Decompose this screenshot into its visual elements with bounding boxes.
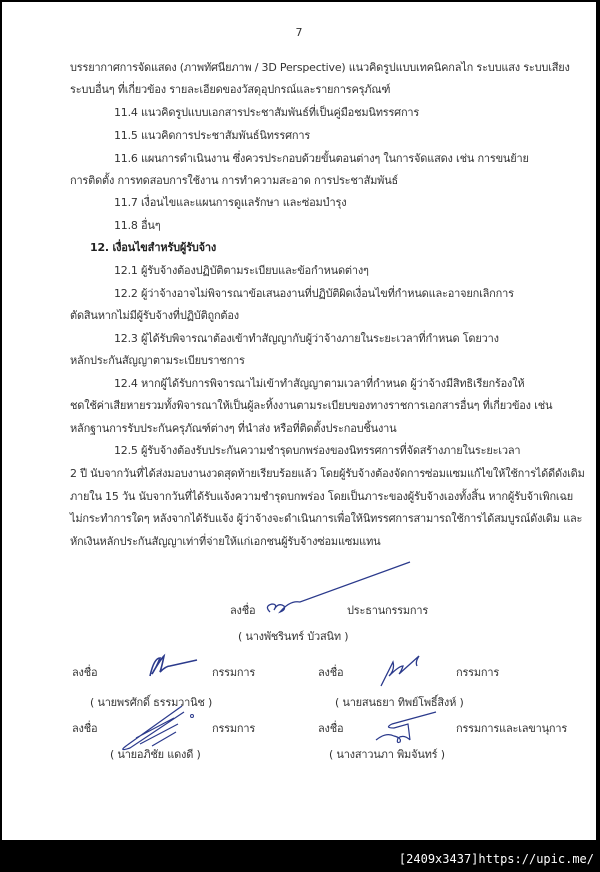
chair-role: ประธานกรรมการ — [347, 604, 429, 617]
body-line: หักเงินหลักประกันสัญญาเท่าที่จ่ายให้แก่เอกชนผู้รับจ้างซ่อมแซมแทน — [70, 535, 381, 548]
member2-signature-icon — [377, 652, 427, 688]
watermark: [2409x3437]https://upic.me/ — [398, 852, 594, 866]
body-line: 11.7 เงื่อนไขและแผนการดูแลรักษา และซ่อมบำรุง — [114, 196, 347, 209]
body-line: หลักฐานการรับประกันครุภัณฑ์ต่างๆ ที่นำส่ง หรือที่ติดตั้งประกอบชิ้นงาน — [70, 422, 397, 435]
secretary-sign-label: ลงชื่อ — [318, 722, 344, 735]
body-line: 12.2 ผู้ว่าจ้างอาจไม่พิจารณาข้อเสนองานที่ปฏิบัติผิดเงื่อนไขที่กำหนดและอาจยกเลิกการ — [114, 287, 514, 300]
body-line: ระบบอื่นๆ ที่เกี่ยวข้อง รายละเอียดของวัสดุอุปกรณ์และรายการครุภัณฑ์ — [70, 83, 391, 96]
member2-role: กรรมการ — [456, 666, 500, 679]
member2-name: ( นายสนธยา ทิพย์โพธิ์สิงห์ ) — [335, 696, 464, 709]
member1-signature-icon — [142, 652, 202, 682]
member3-sign-label: ลงชื่อ — [72, 722, 98, 735]
member2-sign-label: ลงชื่อ — [318, 666, 344, 679]
member1-role: กรรมการ — [212, 666, 256, 679]
section-heading: 12. เงื่อนไขสำหรับผู้รับจ้าง — [90, 241, 216, 254]
body-line: การติดตั้ง การทดสอบการใช้งาน การทำความสะอาด การประชาสัมพันธ์ — [70, 174, 399, 187]
body-line: ภายใน 15 วัน นับจากวันที่ได้รับแจ้งความชำรุดบกพร่อง โดยเป็นภาระของผู้รับจ้างเองทั้งสิ้น หากผู้รับจ้าเพิกเฉย — [70, 490, 574, 503]
body-line: ชดใช้ค่าเสียหายรวมทั้งพิจารณาให้เป็นผู้ละทิ้งงานตามระเบียบของทางราชการเอกสารอื่นๆ ที่เกี่ยวข้อง เช่น — [70, 399, 553, 412]
body-line: 11.6 แผนการดำเนินงาน ซึ่งควรประกอบด้วยขั้นตอนต่างๆ ในการจัดแสดง เช่น การขนย้าย — [114, 152, 529, 165]
document-page — [2, 2, 596, 840]
body-line: ตัดสินหากไม่มีผู้รับจ้างที่ปฏิบัติถูกต้อง — [70, 309, 239, 322]
body-line: 11.4 แนวคิดรูปแบบเอกสารประชาสัมพันธ์ที่เป็นคู่มือชมนิทรรศการ — [114, 106, 420, 119]
chair-name: ( นางพัชรินทร์ บัวสนิท ) — [238, 630, 349, 643]
secretary-signature-icon — [372, 710, 442, 748]
body-line: 11.5 แนวคิดการประชาสัมพันธ์นิทรรศการ — [114, 129, 311, 142]
secretary-name: ( นางสาวนภา พิมจันทร์ ) — [329, 748, 445, 761]
body-line: 12.1 ผู้รับจ้างต้องปฏิบัติตามระเบียบและข้อกำหนดต่างๆ — [114, 264, 369, 277]
member3-role: กรรมการ — [212, 722, 256, 735]
page-number: 7 — [295, 26, 303, 39]
body-line: 11.8 อื่นๆ — [114, 219, 161, 232]
body-line: 2 ปี นับจากวันที่ได้ส่งมอบงานงวดสุดท้ายเรียบร้อยแล้ว โดยผู้รับจ้างต้องจัดการซ่อมแซมแก้ไขให้ใช้การได้ดีดังเดิม — [70, 467, 585, 480]
body-line: หลักประกันสัญญาตามระเบียบราชการ — [70, 354, 245, 367]
body-line: 12.4 หากผู้ได้รับการพิจารณาไม่เข้าทำสัญญาตามเวลาที่กำหนด ผู้ว่าจ้างมีสิทธิเรียกร้องให้ — [114, 377, 525, 390]
body-line: 12.3 ผู้ได้รับพิจารณาต้องเข้าทำสัญญากับผู้ว่าจ้างภายในระยะเวลาที่กำหนด โดยวาง — [114, 332, 499, 345]
body-line: 12.5 ผู้รับจ้างต้องรับประกันความชำรุดบกพร่องของนิทรรศการที่จัดสร้างภายในระยะเวลา — [114, 444, 521, 457]
member3-signature-icon — [112, 702, 202, 754]
body-line: ไม่กระทำการใดๆ หลังจากได้รับแจ้ง ผู้ว่าจ้างจะดำเนินการเพื่อให้นิทรรศการสามารถใช้การได้สมบูรณ์ดังเดิม และ — [70, 512, 583, 525]
member3-name: ( นายอภิชัย แดงดี ) — [110, 748, 201, 761]
body-line: บรรยากาศการจัดแสดง (ภาพทัศนียภาพ / 3D Perspective) แนวคิดรูปแบบเทคนิคกลไก ระบบแสง ระบบเสียง — [70, 61, 570, 74]
chair-sign-label: ลงชื่อ — [230, 604, 256, 617]
member1-sign-label: ลงชื่อ — [72, 666, 98, 679]
member1-name: ( นายพรศักดิ์ ธรรมวานิช ) — [90, 696, 213, 709]
secretary-role: กรรมการและเลขานุการ — [456, 722, 568, 735]
